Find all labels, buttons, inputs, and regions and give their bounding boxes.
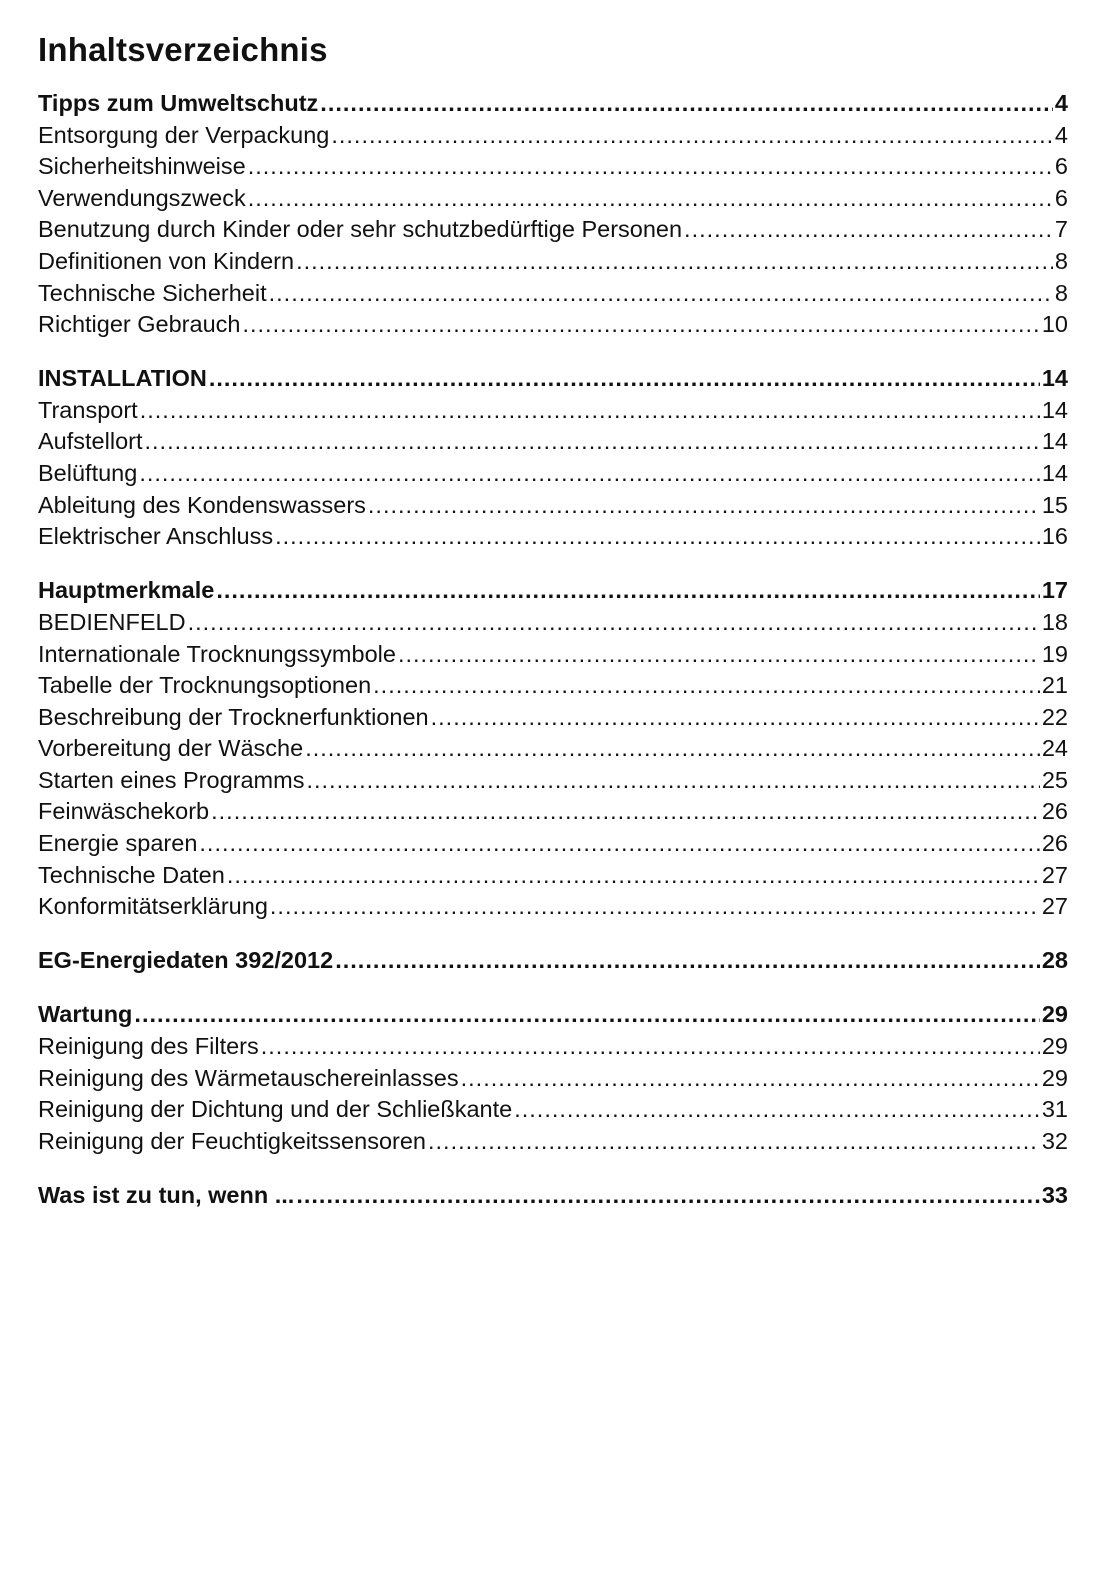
- toc-page-number: 14: [1041, 365, 1068, 392]
- toc-entry-label: Sicherheitshinweise: [38, 153, 246, 180]
- toc-entry[interactable]: [38, 214, 1068, 246]
- dot-leader: [140, 395, 1040, 427]
- dot-leader: [227, 860, 1040, 892]
- toc-page-number: 25: [1041, 766, 1068, 793]
- toc-entry[interactable]: [38, 1031, 1068, 1063]
- toc-entry[interactable]: [38, 860, 1068, 892]
- toc-entry[interactable]: [38, 395, 1068, 427]
- toc-heading[interactable]: [38, 945, 1068, 977]
- toc-entry-label: Transport: [38, 396, 138, 423]
- toc-page-number: 29: [1041, 1064, 1068, 1091]
- dot-leader: [428, 1126, 1040, 1158]
- toc-entry[interactable]: [38, 1063, 1068, 1095]
- toc-heading[interactable]: [38, 1180, 1068, 1212]
- toc-heading[interactable]: [38, 999, 1068, 1031]
- toc-entry-label: Definitionen von Kindern: [38, 247, 295, 274]
- toc-page-number: 27: [1041, 893, 1068, 920]
- dot-leader: [296, 246, 1053, 278]
- toc-heading[interactable]: [38, 363, 1068, 395]
- toc-page-number: 31: [1041, 1096, 1068, 1123]
- toc-entry-label: Reinigung der Feuchtigkeitssensoren: [38, 1127, 426, 1154]
- toc-page-number: 24: [1041, 735, 1068, 762]
- toc-entry-label: Konformitätserklärung: [38, 893, 268, 920]
- toc-page-number: 29: [1041, 1001, 1068, 1028]
- dot-leader: [269, 278, 1053, 310]
- toc-entry[interactable]: [38, 828, 1068, 860]
- toc-entry[interactable]: [38, 183, 1068, 215]
- dot-leader: [145, 426, 1040, 458]
- toc-entry-label: Ableitung des Kondenswassers: [38, 491, 366, 518]
- toc-section: [38, 363, 1068, 553]
- toc-page-number: 28: [1041, 947, 1068, 974]
- toc-page-number: 15: [1041, 491, 1068, 518]
- dot-leader: [248, 151, 1053, 183]
- toc-entry[interactable]: [38, 1094, 1068, 1126]
- toc-section: [38, 999, 1068, 1157]
- toc-section: [38, 945, 1068, 977]
- toc-entry[interactable]: [38, 607, 1068, 639]
- dot-leader: [684, 214, 1053, 246]
- toc-heading-label: Wartung: [38, 1001, 133, 1028]
- toc-page-number: 21: [1041, 672, 1068, 699]
- toc-page-number: 14: [1041, 396, 1068, 423]
- toc-page-number: 6: [1054, 184, 1068, 211]
- toc-entry[interactable]: [38, 246, 1068, 278]
- toc-entry-label: Verwendungszweck: [38, 184, 246, 211]
- toc-page: [38, 28, 1068, 1234]
- toc-entry-label: Elektrischer Anschluss: [38, 523, 274, 550]
- toc-entry[interactable]: [38, 765, 1068, 797]
- toc-page-number: 32: [1041, 1127, 1068, 1154]
- dot-leader: [199, 828, 1039, 860]
- toc-entry[interactable]: [38, 1126, 1068, 1158]
- page-title: Inhaltsverzeichnis: [38, 31, 328, 68]
- toc-entry-label: Aufstellort: [38, 428, 143, 455]
- dot-leader: [139, 458, 1040, 490]
- dot-leader: [216, 575, 1040, 607]
- toc-page-number: 26: [1041, 830, 1068, 857]
- toc-entry-label: Energie sparen: [38, 830, 198, 857]
- dot-leader: [461, 1063, 1040, 1095]
- dot-leader: [242, 309, 1039, 341]
- toc-entry[interactable]: [38, 733, 1068, 765]
- toc-entry[interactable]: [38, 521, 1068, 553]
- toc-page-number: 29: [1041, 1033, 1068, 1060]
- toc-page-number: 6: [1054, 153, 1068, 180]
- dot-leader: [209, 363, 1040, 395]
- toc-section: [38, 575, 1068, 923]
- toc-entry-label: BEDIENFELD: [38, 608, 186, 635]
- toc-entry[interactable]: [38, 458, 1068, 490]
- toc-entry[interactable]: [38, 490, 1068, 522]
- toc-section: [38, 88, 1068, 341]
- toc-page-number: 10: [1041, 311, 1068, 338]
- toc-page-number: 14: [1041, 460, 1068, 487]
- dot-leader: [373, 670, 1040, 702]
- toc-entry[interactable]: [38, 151, 1068, 183]
- dot-leader: [368, 490, 1040, 522]
- toc-entry[interactable]: [38, 670, 1068, 702]
- toc-page-number: 26: [1041, 798, 1068, 825]
- toc-entry[interactable]: [38, 309, 1068, 341]
- toc-heading-label: EG-Energiedaten 392/2012: [38, 947, 334, 974]
- dot-leader: [211, 796, 1040, 828]
- toc-page-number: 8: [1054, 279, 1068, 306]
- toc-entry[interactable]: [38, 639, 1068, 671]
- toc-page-number: 7: [1054, 216, 1068, 243]
- toc-page-number: 8: [1054, 247, 1068, 274]
- dot-leader: [261, 1031, 1040, 1063]
- dot-leader: [335, 945, 1040, 977]
- toc-heading[interactable]: [38, 575, 1068, 607]
- dot-leader: [514, 1094, 1040, 1126]
- toc-entry[interactable]: [38, 426, 1068, 458]
- dot-leader: [398, 639, 1040, 671]
- toc-entry-label: Tabelle der Trocknungsoptionen: [38, 672, 372, 699]
- toc-entry-label: Reinigung des Filters: [38, 1033, 259, 1060]
- toc-heading-label: Hauptmerkmale: [38, 577, 215, 604]
- toc-entry[interactable]: [38, 278, 1068, 310]
- toc-entry-label: Technische Daten: [38, 861, 225, 888]
- toc-entry-label: Benutzung durch Kinder oder sehr schutzbedürftige Personen: [38, 216, 683, 243]
- toc-section: [38, 1180, 1068, 1212]
- toc-page-number: 14: [1041, 428, 1068, 455]
- dot-leader: [320, 88, 1053, 120]
- toc-entry-label: Reinigung der Dichtung und der Schließkante: [38, 1096, 513, 1123]
- dot-leader: [431, 702, 1040, 734]
- toc-page-number: 22: [1041, 703, 1068, 730]
- dot-leader: [270, 891, 1040, 923]
- toc-entry-label: Belüftung: [38, 460, 138, 487]
- toc-entry[interactable]: [38, 120, 1068, 152]
- toc-page-number: 33: [1041, 1181, 1068, 1208]
- dot-leader: [275, 521, 1040, 553]
- toc-entry-label: Internationale Trocknungssymbole: [38, 640, 396, 667]
- toc-entry-label: Richtiger Gebrauch: [38, 311, 241, 338]
- toc-heading-label: Was ist zu tun, wenn ...: [38, 1181, 295, 1208]
- dot-leader: [296, 1180, 1040, 1212]
- toc-entry[interactable]: [38, 702, 1068, 734]
- toc-entry-label: Beschreibung der Trocknerfunktionen: [38, 703, 429, 730]
- toc-entry-label: Feinwäschekorb: [38, 798, 210, 825]
- toc-page-number: 18: [1041, 608, 1068, 635]
- toc-heading-label: Tipps zum Umweltschutz: [38, 90, 319, 116]
- toc-page-number: 4: [1054, 121, 1068, 148]
- toc-entry[interactable]: [38, 891, 1068, 923]
- dot-leader: [248, 183, 1053, 215]
- toc-entry-label: Vorbereitung der Wäsche: [38, 735, 304, 762]
- dot-leader: [305, 733, 1040, 765]
- dot-leader: [134, 999, 1039, 1031]
- toc-page-number: 4: [1054, 90, 1068, 116]
- toc-entry-label: Entsorgung der Verpackung: [38, 121, 330, 148]
- dot-leader: [188, 607, 1040, 639]
- toc-page-number: 19: [1041, 640, 1068, 667]
- toc-heading[interactable]: [38, 88, 1068, 120]
- toc-page-number: 17: [1041, 577, 1068, 604]
- toc-entry-label: Reinigung des Wärmetauschereinlasses: [38, 1064, 459, 1091]
- dot-leader: [306, 765, 1039, 797]
- toc-entry-label: Technische Sicherheit: [38, 279, 267, 306]
- toc-page-number: 16: [1041, 523, 1068, 550]
- toc-page-number: 27: [1041, 861, 1068, 888]
- dot-leader: [331, 120, 1053, 152]
- toc-entry[interactable]: [38, 796, 1068, 828]
- toc-entry-label: Starten eines Programms: [38, 766, 305, 793]
- toc-heading-label: INSTALLATION: [38, 365, 207, 392]
